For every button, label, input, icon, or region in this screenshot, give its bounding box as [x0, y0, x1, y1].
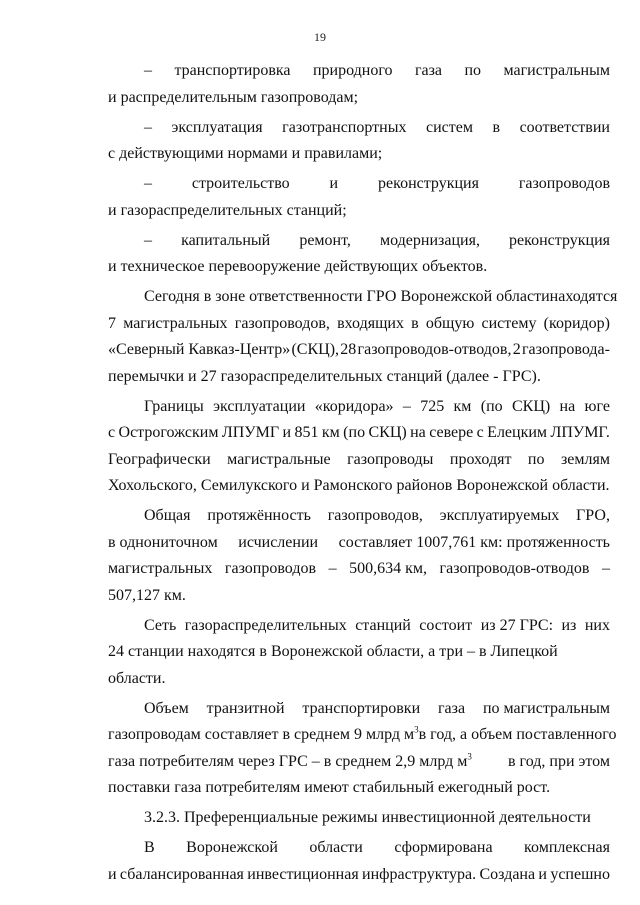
line: «Северный Кавказ-Центр» (СКЦ), 28 газопроводов-отводов, 2 газопровода- — [108, 341, 610, 358]
line: поставки газа потребителям имеют стабильный ежегодный рост. — [108, 779, 551, 796]
line: с Острогожским ЛПУМГ и 851 км (по СКЦ) на севере с Елецким ЛПУМГ. — [108, 424, 610, 441]
line: Сеть газораспределительных станций состоит из 27 ГРС: из них — [144, 616, 610, 634]
line: 24 станции находятся в Воронежской области, а три – в Липецкой области. — [108, 643, 558, 687]
paragraph — [108, 613, 610, 693]
line: газопроводам составляет в среднем 9 млрд $м^3$ в год, а объем поставленного — [108, 724, 617, 743]
body-text — [108, 58, 618, 888]
line: и газораспределительных станций; — [108, 201, 347, 219]
line: Сегодня в зоне ответственности ГРО Воронежской области находятся — [144, 288, 618, 305]
line: Общая протяжённость газопроводов, эксплуатируемых ГРО, — [144, 507, 610, 524]
line: с действующими нормами и правилами; — [108, 145, 383, 162]
line: перемычки и 27 газораспределительных станций (далее - ГРС). — [108, 367, 541, 385]
line: Хохольского, Семилукского и Рамонского районов Воронежской области. — [108, 477, 610, 494]
line: – транспортировка природного газа по магистральным — [144, 62, 610, 79]
superscript: 3 — [467, 751, 472, 762]
line: 7 магистральных газопроводов, входящих в общую систему (коридор) — [108, 314, 610, 332]
paragraph — [108, 503, 610, 609]
list-item — [108, 58, 610, 111]
line: – эксплуатация газотранспортных систем в соответствии — [144, 118, 610, 136]
superscript: 3 — [414, 724, 419, 735]
line: В Воронежской области сформирована комплексная — [144, 839, 610, 856]
line: и техническое перевооружение действующих объектов. — [108, 258, 488, 275]
line: Географически магистральные газопроводы проходят по землям — [108, 450, 610, 468]
list-item — [108, 171, 610, 224]
section-heading: 3.2.3. Преференциальные режимы инвестиционной деятельности — [144, 809, 591, 826]
page-number: 19 — [314, 30, 326, 44]
list-item — [108, 228, 610, 281]
paragraph — [108, 835, 610, 888]
line: Объем транзитной транспортировки газа по магистральным — [144, 699, 610, 717]
line: и распределительным газопроводам; — [108, 88, 359, 106]
line: – строительство и реконструкция газопроводов — [144, 175, 610, 192]
paragraph — [108, 284, 618, 390]
line: 507,127 км. — [108, 586, 186, 604]
line: – капитальный ремонт, модернизация, реконструкция — [144, 231, 610, 249]
line: газа потребителям через ГРС – в среднем 2,9 млрд $м^3$ в год, при этом — [108, 751, 610, 770]
paragraph — [108, 394, 610, 500]
line: магистральных газопроводов – 500,634 км, газопроводов-отводов – — [108, 560, 610, 577]
paragraph — [108, 696, 617, 802]
line: и сбалансированная инвестиционная инфраструктура. Создана и успешно — [108, 865, 610, 883]
line: Границы эксплуатации «коридора» – 725 км (по СКЦ) на юге — [144, 397, 610, 415]
line: в однониточном исчислении составляет 1007,761 км: протяженность — [108, 533, 610, 551]
list-item — [108, 115, 610, 168]
